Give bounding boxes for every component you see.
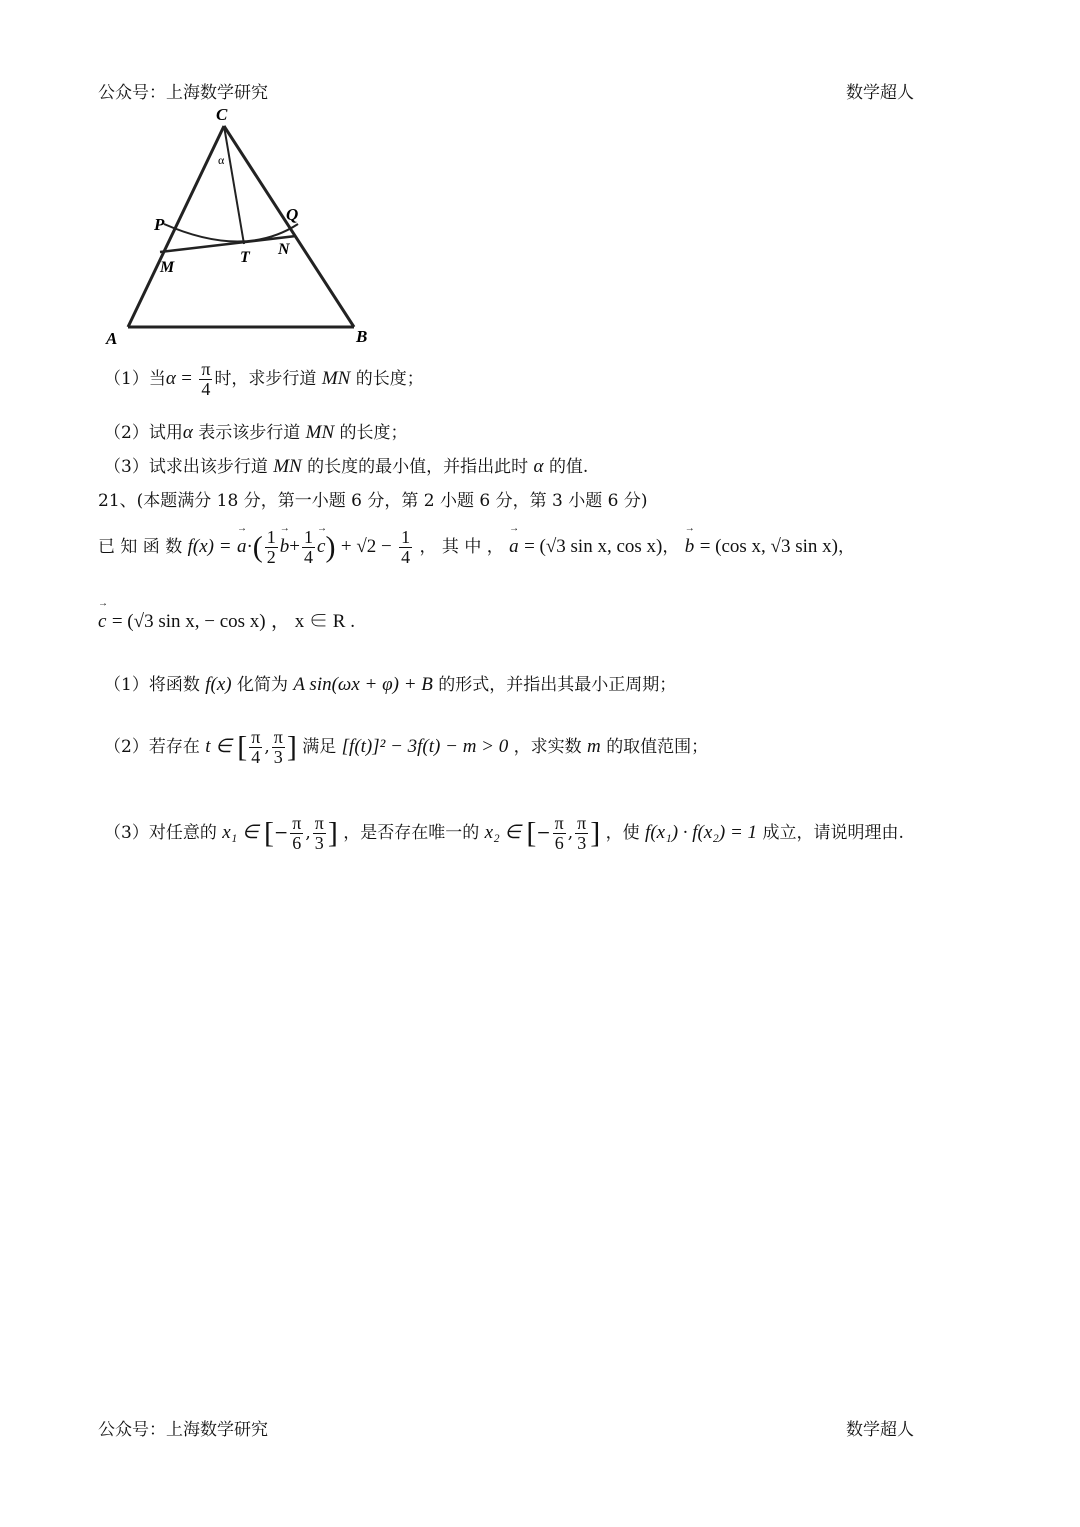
vector-c: → c — [317, 536, 325, 558]
domain-statement: ， x ∈ R . — [271, 611, 355, 632]
function-fx: f(x) = — [187, 535, 232, 557]
q21-part2: （2）若存在 t ∈ [ $\frac{\pi}{4}$ , $\frac{\pi}{3}$ ] 满足 [f(t)]² − 3f(t) − m > 0 ，求实数 m 的取值范围； — [104, 727, 709, 767]
fraction-pi-over-3: $\frac{\pi}{3}$ — [577, 813, 587, 853]
q21-given-lead: 已 知 函 数 — [98, 536, 183, 557]
segment-mn-label: MN — [273, 456, 302, 477]
label-q: Q — [286, 205, 299, 224]
triangle-figure — [98, 104, 388, 349]
label-m: M — [160, 259, 175, 276]
fraction-pi-over-3: $\frac{\pi}{3}$ — [314, 813, 324, 853]
label-p: P — [154, 215, 165, 234]
product-equation: f(x₁) · f(x₂) = 1 — [645, 821, 758, 843]
function-fx: f(x) — [205, 674, 232, 695]
label-a: A — [106, 329, 118, 348]
q20-p2-end: 的长度； — [339, 423, 408, 443]
q21-part1 — [104, 670, 676, 696]
fraction-one-half: $\frac{1}{2}$ — [266, 527, 276, 567]
plus-sign: + — [289, 535, 301, 557]
label-n: N — [278, 241, 290, 258]
q21-p1-end: 的形式，并指出其最小正周期； — [438, 675, 677, 695]
q21-p2-lead: （2）若存在 — [104, 736, 200, 757]
q20-part3 — [104, 452, 588, 478]
q21-p3-tail: ，使 — [605, 822, 640, 843]
footer-right: 数学超人 — [846, 1420, 914, 1440]
q20-p3-mid: 的长度的最小值，并指出此时 — [307, 457, 529, 477]
x2-membership: x₂ ∈ — [484, 821, 521, 843]
q20-p1-end: 的长度； — [355, 368, 424, 389]
q21-given-line2 — [98, 606, 355, 633]
q21-p3-end: 成立，请说明理由. — [762, 822, 904, 843]
vector-a: → a — [509, 536, 519, 558]
fraction-minus-quarter: $\frac{1}{4}$ — [401, 527, 411, 567]
vector-b-definition: = (cos x, √3 sin x) — [699, 535, 838, 557]
label-t: T — [240, 249, 250, 266]
x1-membership: x₁ ∈ — [222, 821, 259, 843]
header-right: 数学超人 — [846, 83, 914, 103]
vector-a: → a — [237, 536, 247, 558]
footer-left: 公众号：上海数学研究 — [98, 1420, 268, 1440]
q21-p1-lead: （1）将函数 — [104, 675, 200, 695]
fraction-one-quarter: $\frac{1}{4}$ — [304, 527, 314, 567]
t-membership: t ∈ — [205, 735, 232, 757]
vector-b: → b — [280, 536, 290, 558]
q20-part1 — [104, 360, 424, 399]
fraction-pi-over-3: $\frac{\pi}{3}$ — [273, 727, 283, 767]
dot-operator: · — [246, 535, 253, 557]
q21-p2-end: 的取值范围； — [606, 736, 709, 757]
label-alpha: α — [218, 153, 225, 167]
alpha-symbol: α — [182, 422, 193, 443]
vector-a-definition: = (√3 sin x, cos x) — [524, 535, 663, 557]
vector-b: → b — [685, 536, 695, 558]
q21-p3-mid: ，是否存在唯一的 — [343, 822, 480, 843]
q20-p3-end: 的值. — [548, 457, 589, 477]
header-left: 公众号：上海数学研究 — [98, 83, 268, 103]
vector-c: → c — [98, 611, 106, 633]
q20-p1-lead: （1）当 — [104, 368, 166, 389]
q21-p3-lead: （3）对任意的 — [104, 822, 217, 843]
sqrt2-term: + √2 − — [340, 535, 392, 557]
fraction-pi-over-6: $\frac{\pi}{6}$ — [292, 813, 302, 853]
alpha-symbol: α — [533, 456, 544, 477]
q20-part2 — [104, 418, 408, 444]
q20-p2-lead: （2）试用 — [104, 423, 183, 443]
vector-c-definition: = (√3 sin x, − cos x) — [111, 611, 266, 632]
label-c: C — [216, 105, 228, 124]
fraction-pi-over-4: $\frac{\pi}{4}$ — [201, 359, 211, 399]
fraction-pi-over-6: $\frac{\pi}{6}$ — [554, 813, 564, 853]
fraction-pi-over-4: $\frac{\pi}{4}$ — [251, 727, 261, 767]
q21-p2-mid: 满足 — [302, 736, 337, 757]
alpha-symbol: α — [165, 367, 176, 389]
variable-m: m — [587, 735, 601, 757]
segment-mn-label: MN — [305, 422, 335, 443]
q20-p1-tail: 时，求步行道 — [214, 368, 317, 389]
inequality: [f(t)]² − 3f(t) − m > 0 — [341, 735, 509, 757]
q21-given-line1: 已 知 函 数 f(x) = → a·( $\frac{1}{2}$ → b+ $\frac{1}{4}$ → c) + √2 − $\frac{1}{4}$ ， 其 中 ， → a = (√3 sin x, cos x)， → b = (cos x, √3 sin x)， — [98, 528, 855, 567]
q20-p2-mid: 表示该步行道 — [198, 423, 301, 443]
q21-part3: （3）对任意的 x₁ ∈ [− $\frac{\pi}{6}$ , $\frac{\pi}{3}$ ] ，是否存在唯一的 x₂ ∈ [− $\frac{\pi}{6}$ , $\frac{\pi}{3}$ ] ，使 f(x₁) · f(x₂) = 1 成立，请说明理由. — [104, 813, 904, 853]
q20-p3-lead: （3）试求出该步行道 — [104, 457, 268, 477]
q21-given-mid: ， 其 中 ， — [419, 536, 504, 557]
segment-mn-label: MN — [321, 367, 351, 389]
sine-form: A sin(ωx + φ) + B — [293, 674, 433, 695]
q21-p1-mid: 化简为 — [237, 675, 289, 695]
label-b: B — [356, 327, 368, 346]
equals-sign: = — [181, 367, 192, 389]
q21-p2-tail: ，求实数 — [513, 736, 582, 757]
q21-heading: 21、(本题满分 18 分，第一小题 6 分，第 2 小题 6 分，第 3 小题 6 分) — [98, 491, 648, 511]
